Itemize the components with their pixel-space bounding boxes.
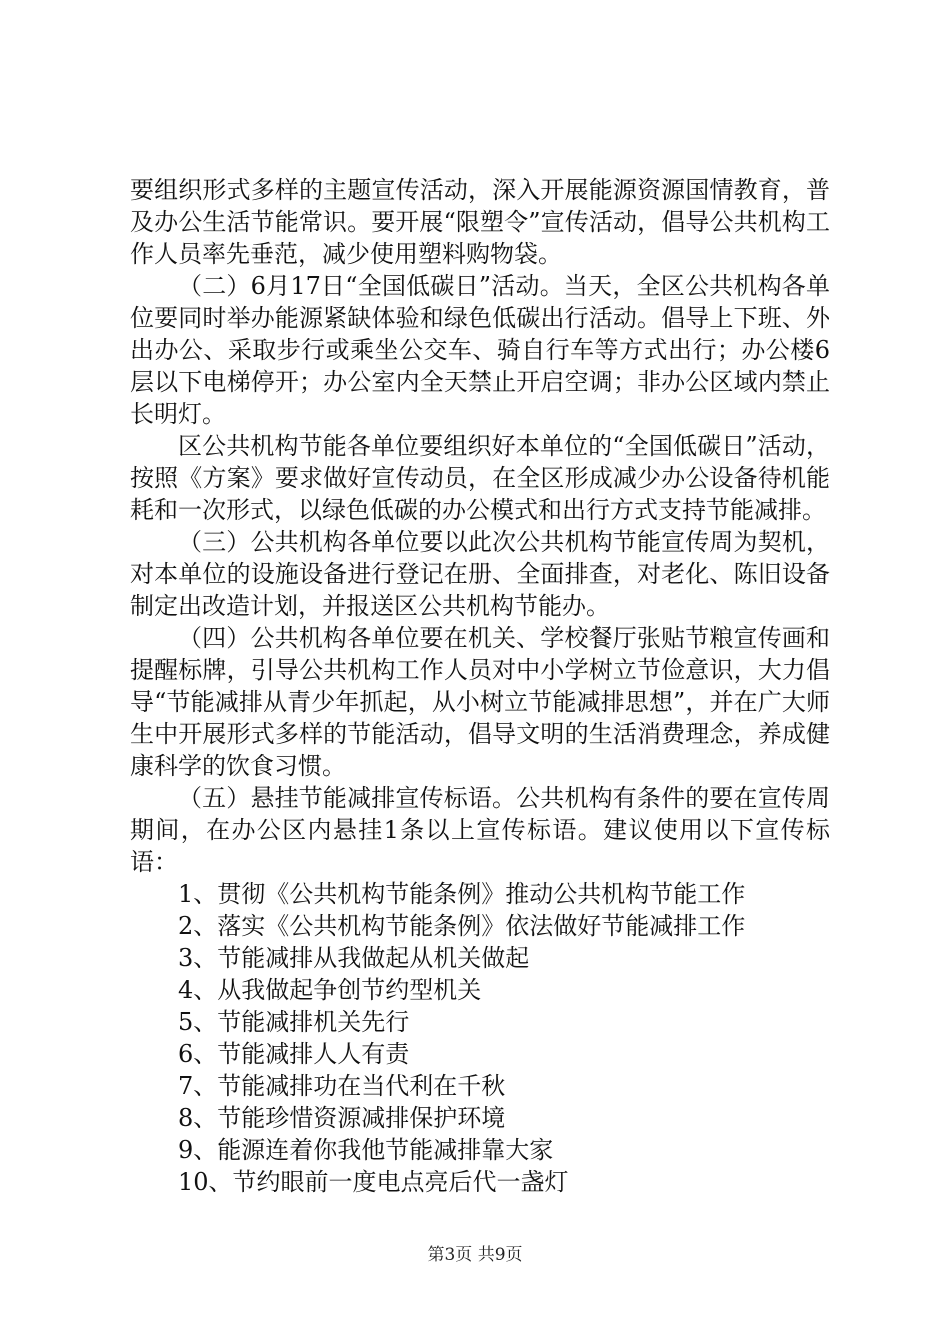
list-item: 3、节能减排从我做起从机关做起	[178, 944, 530, 972]
list-item: 10、节约眼前一度电点亮后代一盏灯	[178, 1168, 569, 1196]
paragraph-slogans-intro: （五）悬挂节能减排宣传标语。公共机构有条件的要在宣传周期间，在办公区内悬挂1条以上宣传标语。建议使用以下宣传标语：	[130, 784, 830, 876]
list-item: 5、节能减排机关先行	[178, 1008, 410, 1036]
paragraph-equipment-survey: （三）公共机构各单位要以此次公共机构节能宣传周为契机，对本单位的设施设备进行登记在册、全面排查，对老化、陈旧设备制定出改造计划，并报送区公共机构节能办。	[130, 528, 830, 620]
list-item: 2、落实《公共机构节能条例》依法做好节能减排工作	[178, 912, 746, 940]
list-item: 9、能源连着你我他节能减排靠大家	[178, 1136, 554, 1164]
page-footer: 第3页 共9页	[427, 1245, 523, 1265]
list-item: 7、节能减排功在当代利在千秋	[178, 1072, 506, 1100]
list-item: 8、节能珍惜资源减排保护环境	[178, 1104, 506, 1132]
paragraph-continuation: 要组织形式多样的主题宣传活动，深入开展能源资源国情教育，普及办公生活节能常识。要开展“限塑令”宣传活动，倡导公共机构工作人员率先垂范，减少使用塑料购物袋。	[130, 176, 830, 268]
paragraph-low-carbon-day: （二）6月17日“全国低碳日”活动。当天，全区公共机构各单位要同时举办能源紧缺体验和绿色低碳出行活动。倡导上下班、外出办公、采取步行或乘坐公交车、骑自行车等方式出行；办公楼6层以下电梯停开；办公室内全天禁止开启空调；非办公区域内禁止长明灯。	[130, 272, 830, 428]
list-item: 4、从我做起争创节约型机关	[178, 976, 482, 1004]
list-item: 6、节能减排人人有责	[178, 1040, 410, 1068]
paragraph-food-saving: （四）公共机构各单位要在机关、学校餐厅张贴节粮宣传画和提醒标牌，引导公共机构工作人员对中小学树立节俭意识，大力倡导“节能减排从青少年抓起，从小树立节能减排思想”，并在广大师生中开展形式多样的节能活动，倡导文明的生活消费理念，养成健康科学的饮食习惯。	[130, 624, 830, 780]
slogan-list	[130, 878, 830, 1198]
body-text	[130, 174, 830, 1198]
list-item: 1、贯彻《公共机构节能条例》推动公共机构节能工作	[178, 880, 746, 908]
paragraph-organize-activity: 区公共机构节能各单位要组织好本单位的“全国低碳日”活动，按照《方案》要求做好宣传动员，在全区形成减少办公设备待机能耗和一次形式，以绿色低碳的办公模式和出行方式支持节能减排。	[130, 432, 830, 524]
